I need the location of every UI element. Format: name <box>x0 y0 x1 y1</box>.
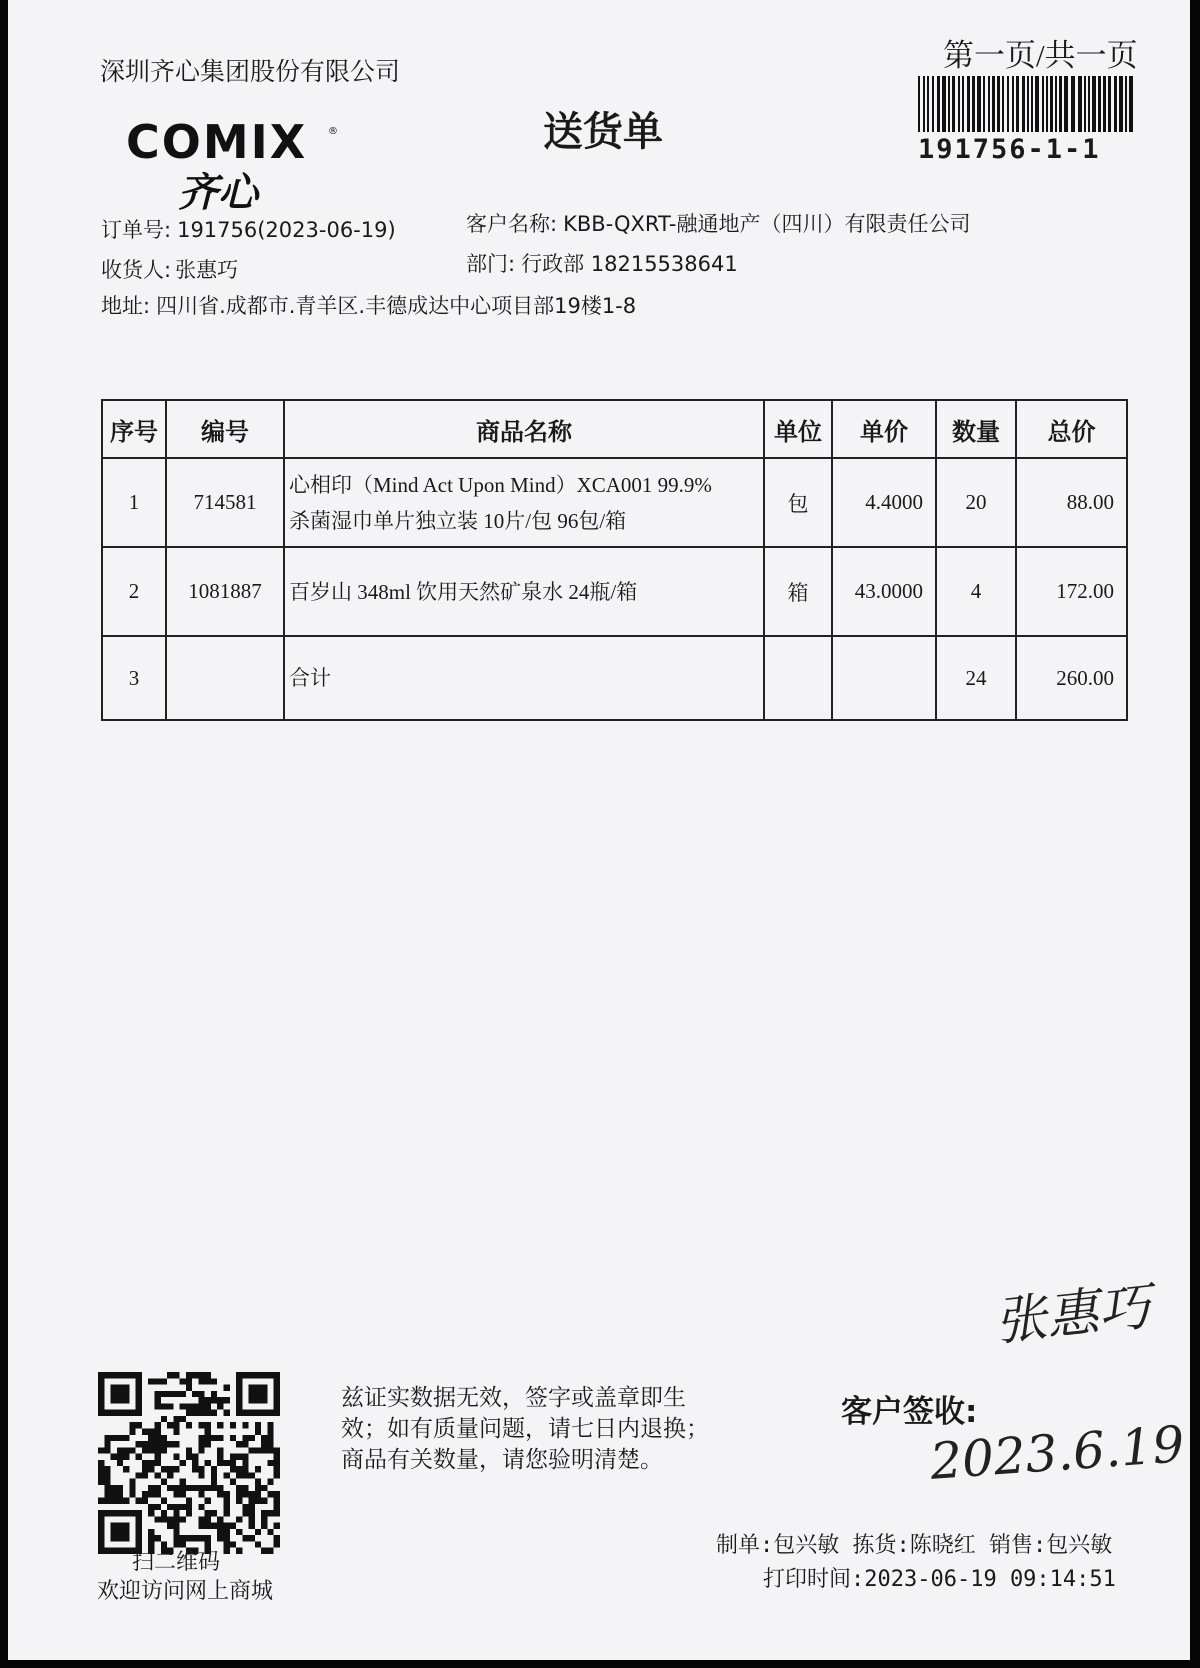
department: 部门: 行政部 18215538641 <box>466 252 738 276</box>
table-row <box>102 547 1127 636</box>
header-unit: 单位 <box>764 400 832 458</box>
barcode <box>918 76 1133 132</box>
cell-unit: 包 <box>764 458 832 547</box>
header-code: 编号 <box>166 400 284 458</box>
header-total: 总价 <box>1016 400 1127 458</box>
cell-unit <box>764 636 832 720</box>
header-unit-price: 单价 <box>832 400 936 458</box>
cell-unit-price: 4.4000 <box>832 458 936 547</box>
cell-seq: 3 <box>102 636 166 720</box>
barcode-number: 191756-1-1 <box>918 134 1101 165</box>
cell-quantity: 20 <box>936 458 1016 547</box>
table-row <box>102 458 1127 547</box>
order-number: 订单号: 191756(2023-06-19) <box>101 218 396 242</box>
cell-total: 260.00 <box>1016 636 1127 720</box>
cell-product-name: 合计 <box>284 636 764 720</box>
qr-code <box>98 1372 280 1554</box>
customer-sign-label: 客户签收: <box>841 1394 978 1430</box>
qr-caption-welcome: 欢迎访问网上商城 <box>97 1578 274 1603</box>
cell-seq: 1 <box>102 458 166 547</box>
header-quantity: 数量 <box>936 400 1016 458</box>
cell-unit-price: 43.0000 <box>832 547 936 636</box>
cell-quantity: 24 <box>936 636 1016 720</box>
address: 地址: 四川省.成都市.青羊区.丰德成达中心项目部19楼1-8 <box>101 294 637 318</box>
cell-product-name: 百岁山 348ml 饮用天然矿泉水 24瓶/箱 <box>284 547 764 636</box>
cell-code: 1081887 <box>166 547 284 636</box>
svg-text:COMIX: COMIX <box>126 115 308 169</box>
cell-code <box>166 636 284 720</box>
cell-total: 172.00 <box>1016 547 1127 636</box>
handwritten-signature-name: 张惠巧 <box>991 1276 1154 1353</box>
company-name: 深圳齐心集团股份有限公司 <box>100 57 401 86</box>
svg-text:®: ® <box>328 126 338 137</box>
cell-total: 88.00 <box>1016 458 1127 547</box>
cell-seq: 2 <box>102 547 166 636</box>
cell-code: 714581 <box>166 458 284 547</box>
receiver: 收货人: 张惠巧 <box>101 258 239 282</box>
qr-caption-scan: 扫二维码 <box>132 1549 221 1574</box>
customer-name: 客户名称: KBB-QXRT-融通地产（四川）有限责任公司 <box>466 212 971 236</box>
cell-product-name: 心相印（Mind Act Upon Mind）XCA001 99.9% 杀菌湿巾单片独立装 10片/包 96包/箱 <box>284 458 764 547</box>
print-time: 打印时间:2023-06-19 09:14:51 <box>763 1567 1116 1592</box>
table-header-row <box>102 400 1127 458</box>
table-row <box>102 636 1127 720</box>
page-info: 第一页/共一页 <box>943 38 1138 73</box>
items-table <box>101 399 1128 721</box>
cell-unit: 箱 <box>764 547 832 636</box>
cell-quantity: 4 <box>936 547 1016 636</box>
svg-text:齐心: 齐心 <box>178 170 258 212</box>
header-seq: 序号 <box>102 400 166 458</box>
handwritten-signature-date: 2023.6.19 <box>928 1415 1187 1491</box>
cell-unit-price <box>832 636 936 720</box>
header-product-name: 商品名称 <box>284 400 764 458</box>
notice-text: 兹证实数据无效，签字或盖章即生 效；如有质量问题，请七日内退换； 商品有关数量，请您验明清楚。 <box>341 1385 709 1473</box>
staff-info: 制单:包兴敏 拣货:陈晓红 销售:包兴敏 <box>716 1533 1113 1558</box>
document-title: 送货单 <box>543 109 663 155</box>
comix-logo <box>126 112 346 212</box>
